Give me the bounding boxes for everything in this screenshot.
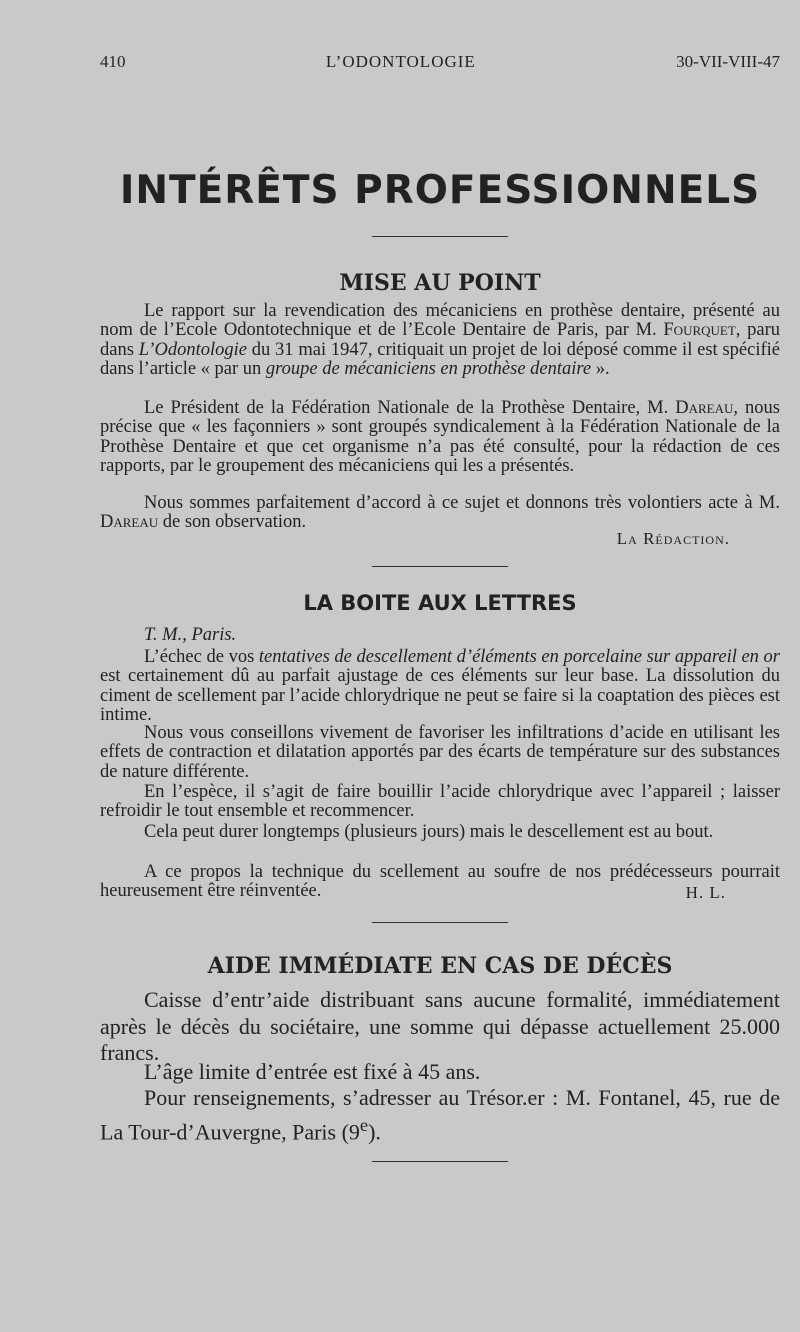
signature-redaction: La Rédaction.: [616, 529, 730, 548]
divider-rule: [372, 236, 508, 237]
paragraph: Le rapport sur la revendication des mécaniciens en prothèse dentaire, présenté au nom de l’Ecole Odontotechnique et de l’Ecole Dentaire de Paris, par M. Fourquet, paru dans L’Odontologie du 31 mai 1947, critiquait un projet de loi déposé comme il est spécifié dans l’article « par un groupe de mécaniciens en prothèse dentaire ».: [100, 301, 781, 380]
paragraph: L’échec de vos tentatives de descellement d’éléments en porcelaine sur appareil en or est certainement dû au parfait ajustage de ces éléments sur leur base. La dissolution du ciment de scellement par l’acide chlorydrique ne peut se faire si la coaptation des pièces est intime.: [100, 647, 781, 726]
divider-rule: [372, 922, 508, 923]
paragraph: En l’espèce, il s’agit de faire bouillir l’acide chlorydrique avec l’appareil ; laisser refroidir le tout ensemble et recommencer.: [100, 782, 780, 822]
page-header: [100, 52, 780, 72]
journal-name: L’ODONTOLOGIE: [325, 52, 476, 71]
paragraph: L’âge limite d’entrée est fixé à 45 ans.: [144, 1059, 481, 1084]
paragraph: A ce propos la technique du scellement au soufre de nos prédécesseurs pourrait heureusement être réinventée.: [100, 862, 780, 902]
paragraph: Caisse d’entr’aide distribuant sans aucune formalité, immédiatement après le décès du sociétaire, une somme qui dépasse actuellement 25.000 francs.: [100, 987, 780, 1065]
addressee: T. M., Paris.: [144, 625, 237, 645]
section-title-mise-au-point: MISE AU POINT: [339, 270, 541, 296]
issue-date: 30-VII-VIII-47: [676, 52, 780, 71]
page-number: 410: [100, 52, 126, 71]
paragraph: Nous sommes parfaitement d’accord à ce sujet et donnons très volontiers acte à M. Dareau de son observation.: [100, 493, 780, 533]
divider-rule: [372, 566, 508, 567]
paragraph: Nous vous conseillons vivement de favoriser les infiltrations d’acide en utilisant les effets de contraction et dilatation apportés par des écarts de température sur des substances de nature différente.: [100, 723, 780, 782]
signature-hl: H. L.: [685, 883, 726, 902]
section-title-boite-aux-lettres: LA BOITE AUX LETTRES: [303, 591, 577, 615]
paragraph: Pour renseignements, s’adresser au Trésor.er : M. Fontanel, 45, rue de La Tour-d’Auvergne, Paris (9e).: [100, 1085, 780, 1144]
main-title: INTÉRÊTS PROFESSIONNELS: [119, 168, 761, 213]
section-title-aide-immediate: AIDE IMMÉDIATE EN CAS DE DÉCÈS: [207, 953, 673, 979]
divider-rule: [372, 1161, 508, 1162]
paragraph: Cela peut durer longtemps (plusieurs jours) mais le descellement est au bout.: [144, 822, 714, 842]
paragraph: Le Président de la Fédération Nationale de la Prothèse Dentaire, M. Dareau, nous précise que « les façonniers » sont groupés syndicalement à la Fédération Nationale de la Prothèse Dentaire et que cet organisme n’a pas été consulté, pour la rédaction de ces rapports, par le groupement des mécaniciens qui les a présentés.: [100, 398, 780, 477]
